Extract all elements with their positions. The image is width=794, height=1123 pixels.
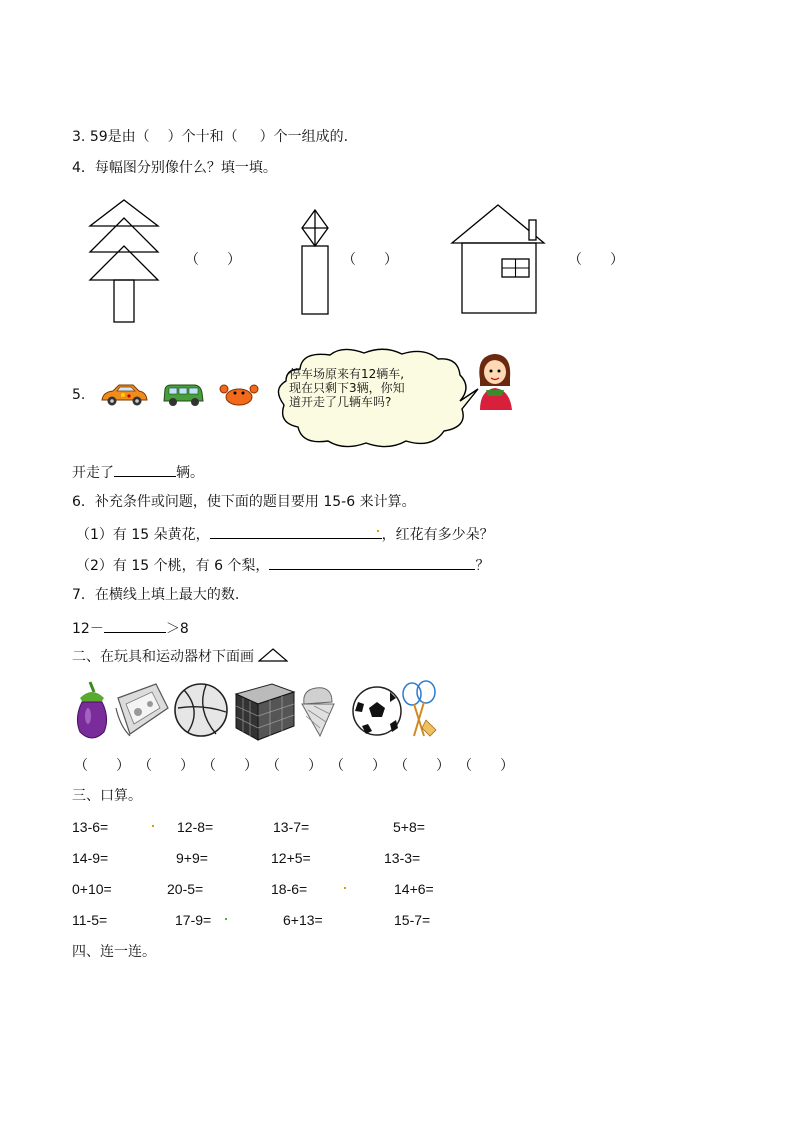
question-6-title: 6．补充条件或问题，使下面的题目要用 15-6 来计算。 [72, 494, 416, 510]
sub2-suffix: ？ [475, 558, 490, 574]
house-shape-figure [450, 200, 550, 316]
speech-bubble-text [289, 367, 405, 409]
orange-car-icon [99, 380, 149, 410]
question-5-answer [72, 462, 204, 482]
sub1-blank-line[interactable] [210, 524, 382, 539]
answer-suffix: 辆。 [176, 465, 204, 481]
item-blank-2[interactable]: （ ） [138, 758, 194, 774]
calc-r2-c2: 9+9= [176, 850, 208, 866]
soccer-ball-icon [350, 684, 404, 738]
sub2-blank-line[interactable] [269, 555, 475, 570]
sub1-suffix: ，红花有多少朵？ [381, 527, 494, 543]
section-3-title: 三、口算。 [72, 788, 142, 804]
triangle-icon [258, 648, 288, 662]
calc-r1-c1: 13-6= [72, 819, 109, 835]
calc-r1-c3: 13-7= [273, 819, 310, 835]
question-3-number: 3. [72, 129, 86, 145]
stray-mark [344, 887, 346, 889]
question-6-sub2 [76, 555, 489, 575]
eggplant-icon [70, 678, 114, 742]
badminton-racket-icon [400, 680, 440, 740]
calc-r2-c1: 14-9= [72, 850, 109, 866]
calc-r4-c2: 17-9= [175, 912, 212, 928]
girl-icon [472, 350, 518, 412]
calc-r3-c3: 18-6= [271, 881, 308, 897]
bubble-line-2: 现在只剩下3辆，你知 [289, 381, 405, 395]
question-7-expression [72, 618, 189, 638]
question-3-part3: ）个一组成的. [259, 129, 349, 145]
bubble-line-3: 道开走了几辆车吗? [289, 395, 392, 409]
stray-mark [152, 825, 154, 827]
calc-r2-c3: 12+5= [271, 850, 311, 866]
expr-prefix: 12－ [72, 621, 104, 637]
ice-cream-icon [298, 682, 338, 740]
expr-suffix: ＞8 [165, 621, 189, 637]
section-4-title: 四、连一连。 [72, 944, 156, 960]
section-2-text: 二、在玩具和运动器材下面画 [72, 649, 254, 665]
sub2-prefix: （2）有 15 个桃，有 6 个梨， [76, 558, 270, 574]
tree-answer-blank[interactable]: （ ） [185, 252, 241, 268]
section-2-title [72, 648, 288, 666]
item-blank-4[interactable]: （ ） [266, 758, 322, 774]
green-van-icon [161, 381, 205, 409]
calc-r1-c4: 5+8= [393, 819, 425, 835]
candle-shape-figure [294, 206, 340, 318]
tree-shape-figure [84, 196, 164, 326]
answer-prefix: 开走了 [72, 465, 114, 481]
crab-icon [218, 381, 260, 409]
calc-r3-c1: 0+10= [72, 881, 112, 897]
stray-mark [377, 530, 379, 532]
stray-mark [225, 918, 227, 920]
question-3-part1: 59是由（ [89, 129, 150, 145]
house-answer-blank[interactable]: （ ） [568, 252, 624, 268]
calc-r3-c2: 20-5= [167, 881, 204, 897]
calc-r4-c1: 11-5= [72, 912, 108, 928]
item-blank-5[interactable]: （ ） [330, 758, 386, 774]
calc-r3-c4: 14+6= [394, 881, 434, 897]
calc-r4-c3: 6+13= [283, 912, 323, 928]
question-4-title: 4．每幅图分别像什么？填一填。 [72, 160, 277, 176]
item-blank-1[interactable]: （ ） [74, 758, 130, 774]
question-3-part2: ）个十和（ [167, 129, 238, 145]
sub1-prefix: （1）有 15 朵黄花， [76, 527, 210, 543]
item-blank-6[interactable]: （ ） [394, 758, 450, 774]
bubble-line-1: 停车场原来有12辆车, [289, 367, 405, 381]
rubik-cube-icon [232, 680, 298, 742]
toy-car-box-icon [112, 678, 172, 742]
calc-r1-c2: 12-8= [177, 819, 214, 835]
expr-blank-line[interactable] [104, 618, 166, 633]
calc-r4-c4: 15-7= [394, 912, 431, 928]
ball-icon [172, 680, 230, 740]
question-7-title: 7．在横线上填上最大的数. [72, 587, 240, 603]
calc-r2-c4: 13-3= [384, 850, 421, 866]
item-blank-3[interactable]: （ ） [202, 758, 258, 774]
question-3 [72, 128, 348, 146]
candle-answer-blank[interactable]: （ ） [342, 252, 398, 268]
answer-blank-line[interactable] [114, 462, 176, 477]
item-blank-7[interactable]: （ ） [458, 758, 514, 774]
question-6-sub1 [76, 524, 494, 544]
question-5-number: 5. [72, 387, 86, 403]
